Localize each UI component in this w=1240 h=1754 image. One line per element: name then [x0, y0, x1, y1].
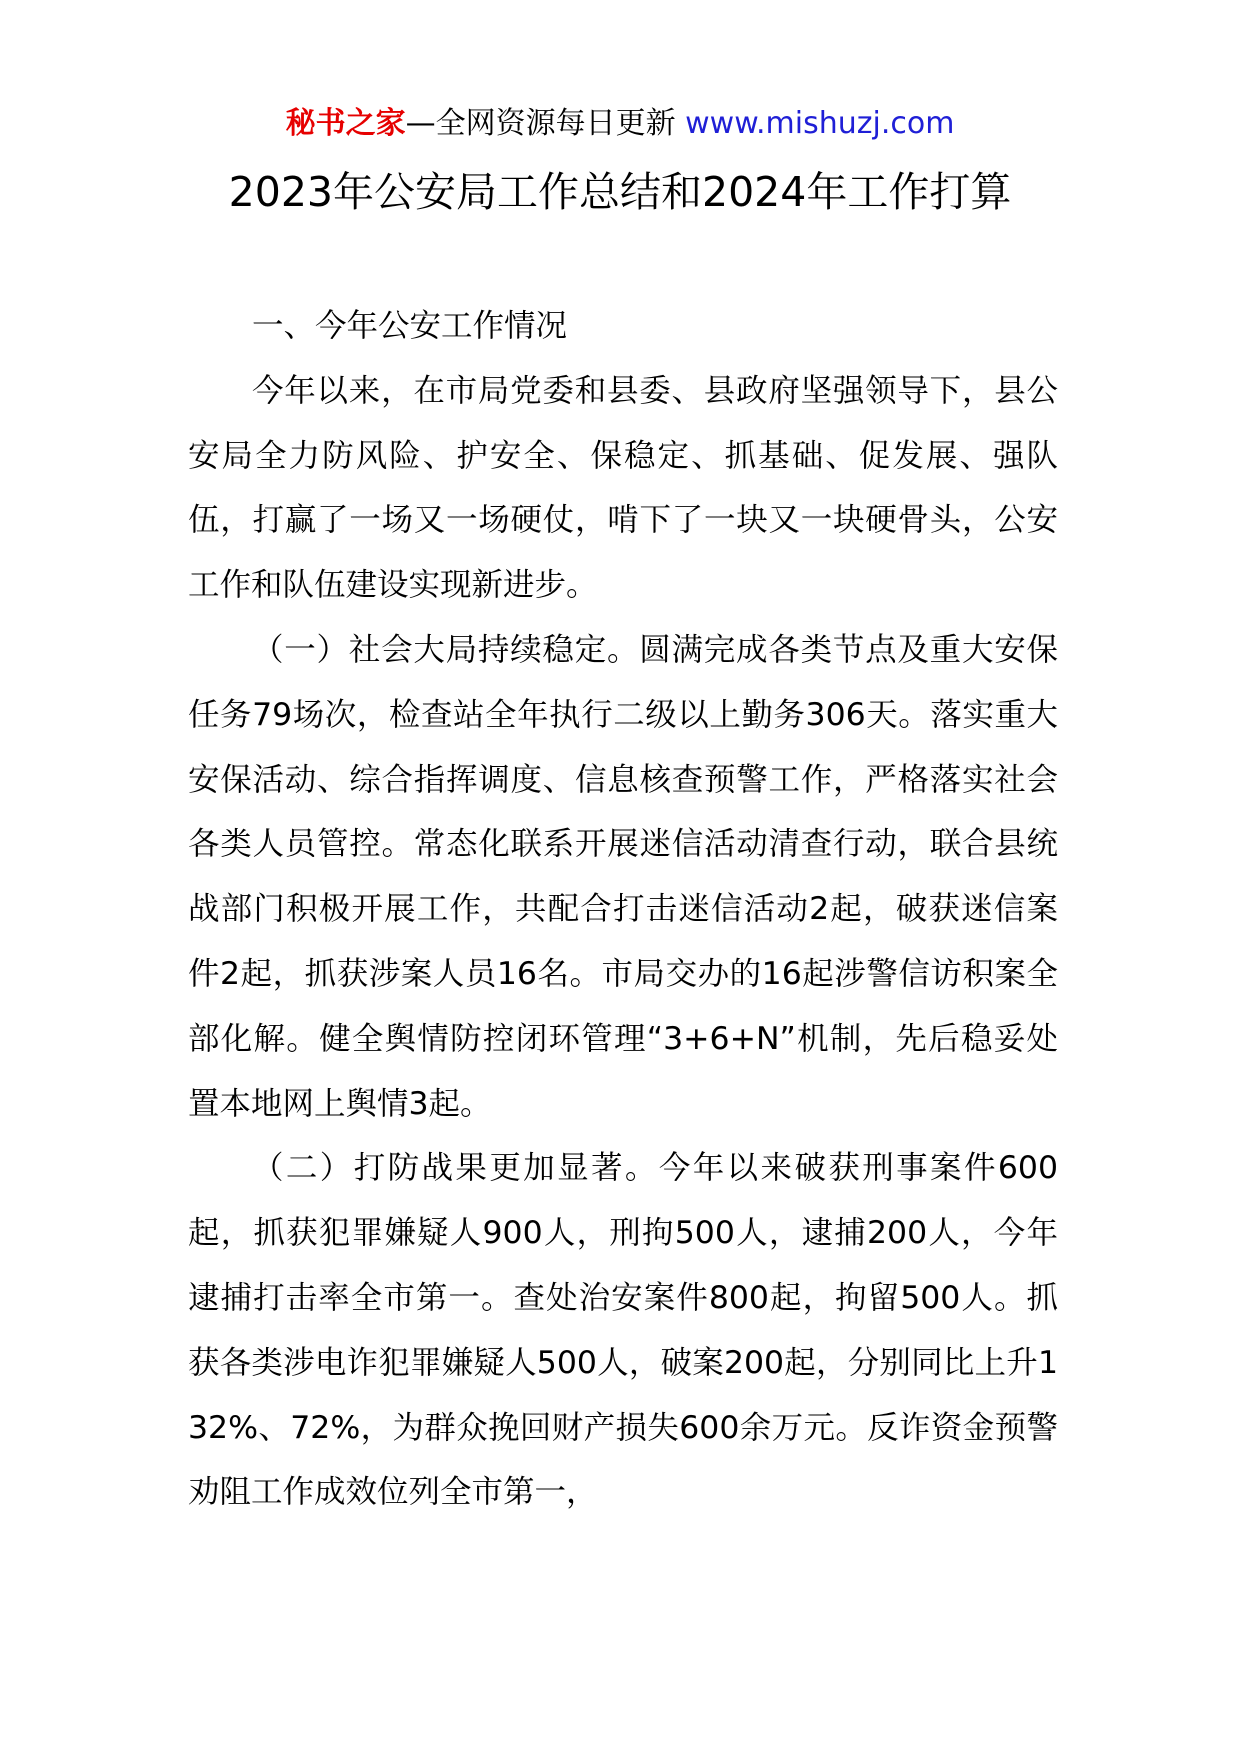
document-title: 2023年公安局工作总结和2024年工作打算 — [228, 168, 1012, 216]
paragraph-intro: 今年以来，在市局党委和县委、县政府坚强领导下，县公安局全力防风险、护安全、保稳定、抓基础、促发展、强队伍，打赢了一场又一场硬仗，啃下了一块又一块硬骨头，公安工作和队伍建设实现新进步。 — [188, 372, 1058, 604]
site-url-link[interactable]: www.mishuzj.com — [685, 106, 955, 141]
section-heading: 一、今年公安工作情况 — [252, 308, 568, 344]
document-body — [188, 294, 1058, 1525]
site-header — [0, 102, 1240, 146]
header-tagline: —全网资源每日更新 — [405, 106, 686, 141]
brand-name: 秘书之家 — [285, 106, 406, 141]
paragraph-crime-fighting: （二）打防战果更加显著。今年以来破获刑事案件600起，抓获犯罪嫌疑人900人，刑拘500人，逮捕200人，今年逮捕打击率全市第一。查处治安案件800起，拘留500人。抓获各类涉电诈犯罪嫌疑人500人，破案200起，分别同比上升132%、72%，为群众挽回财产损失600余万元。反诈资金预警劝阻工作成效位列全市第一， — [188, 1150, 1058, 1511]
paragraph-social-stability: （一）社会大局持续稳定。圆满完成各类节点及重大安保任务79场次，检查站全年执行二级以上勤务306天。落实重大安保活动、综合指挥调度、信息核查预警工作，严格落实社会各类人员管控。常态化联系开展迷信活动清查行动，联合县统战部门积极开展工作，共配合打击迷信活动2起，破获迷信案件2起，抓获涉案人员16名。市局交办的16起涉警信访积案全部化解。健全舆情防控闭环管理“3+6+N”机制，先后稳妥处置本地网上舆情3起。 — [188, 631, 1058, 1122]
